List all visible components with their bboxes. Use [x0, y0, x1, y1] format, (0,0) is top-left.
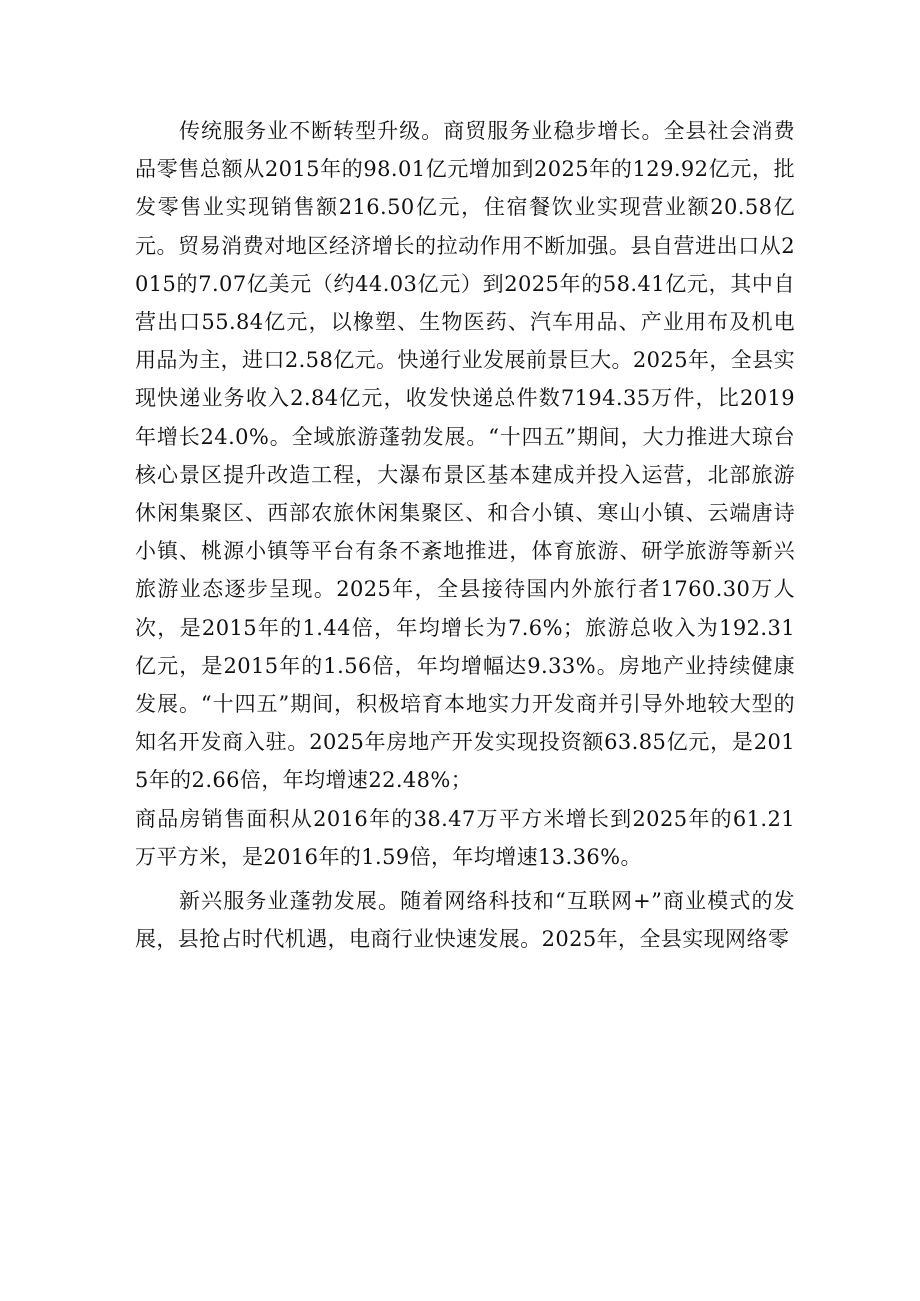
document-page	[135, 112, 795, 958]
paragraph-housing-sales: 商品房销售面积从2016年的38.47万平方米增长到2025年的61.21万平方米，是2016年的1.59倍，年均增速13.36%。	[135, 806, 795, 869]
paragraph-emerging-services: 新兴服务业蓬勃发展。随着网络科技和“互联网+”商业模式的发展，县抢占时代机遇，电商行业快速发展。2025年，全县实现网络零	[135, 889, 795, 952]
paragraph-traditional-services: 传统服务业不断转型升级。商贸服务业稳步增长。全县社会消费品零售总额从2015年的98.01亿元增加到2025年的129.92亿元，批发零售业实现销售额216.50亿元，住宿餐饮业实现营业额20.58亿元。贸易消费对地区经济增长的拉动作用不断加强。县自营进出口从2015的7.07亿美元（约44.03亿元）到2025年的58.41亿元，其中自营出口55.84亿元，以橡塑、生物医药、汽车用品、产业用布及机电用品为主，进口2.58亿元。快递行业发展前景巨大。2025年，全县实现快递业务收入2.84亿元，收发快递总件数7194.35万件，比2019年增长24.0%。全域旅游蓬勃发展。“十四五”期间，大力推进大琼台核心景区提升改造工程，大瀑布景区基本建成并投入运营，北部旅游休闲集聚区、西部农旅休闲集聚区、和合小镇、寒山小镇、云端唐诗小镇、桃源小镇等平台有条不紊地推进，体育旅游、研学旅游等新兴旅游业态逐步呈现。2025年，全县接待国内外旅行者1760.30万人次，是2015年的1.44倍，年均增长为7.6%；旅游总收入为192.31亿元，是2015年的1.56倍，年均增幅达9.33%。房地产业持续健康发展。“十四五”期间，积极培育本地实力开发商并引导外地较大型的知名开发商入驻。2025年房地产开发实现投资额63.85亿元，是2015年的2.66倍，年均增速22.48%；	[135, 119, 795, 793]
